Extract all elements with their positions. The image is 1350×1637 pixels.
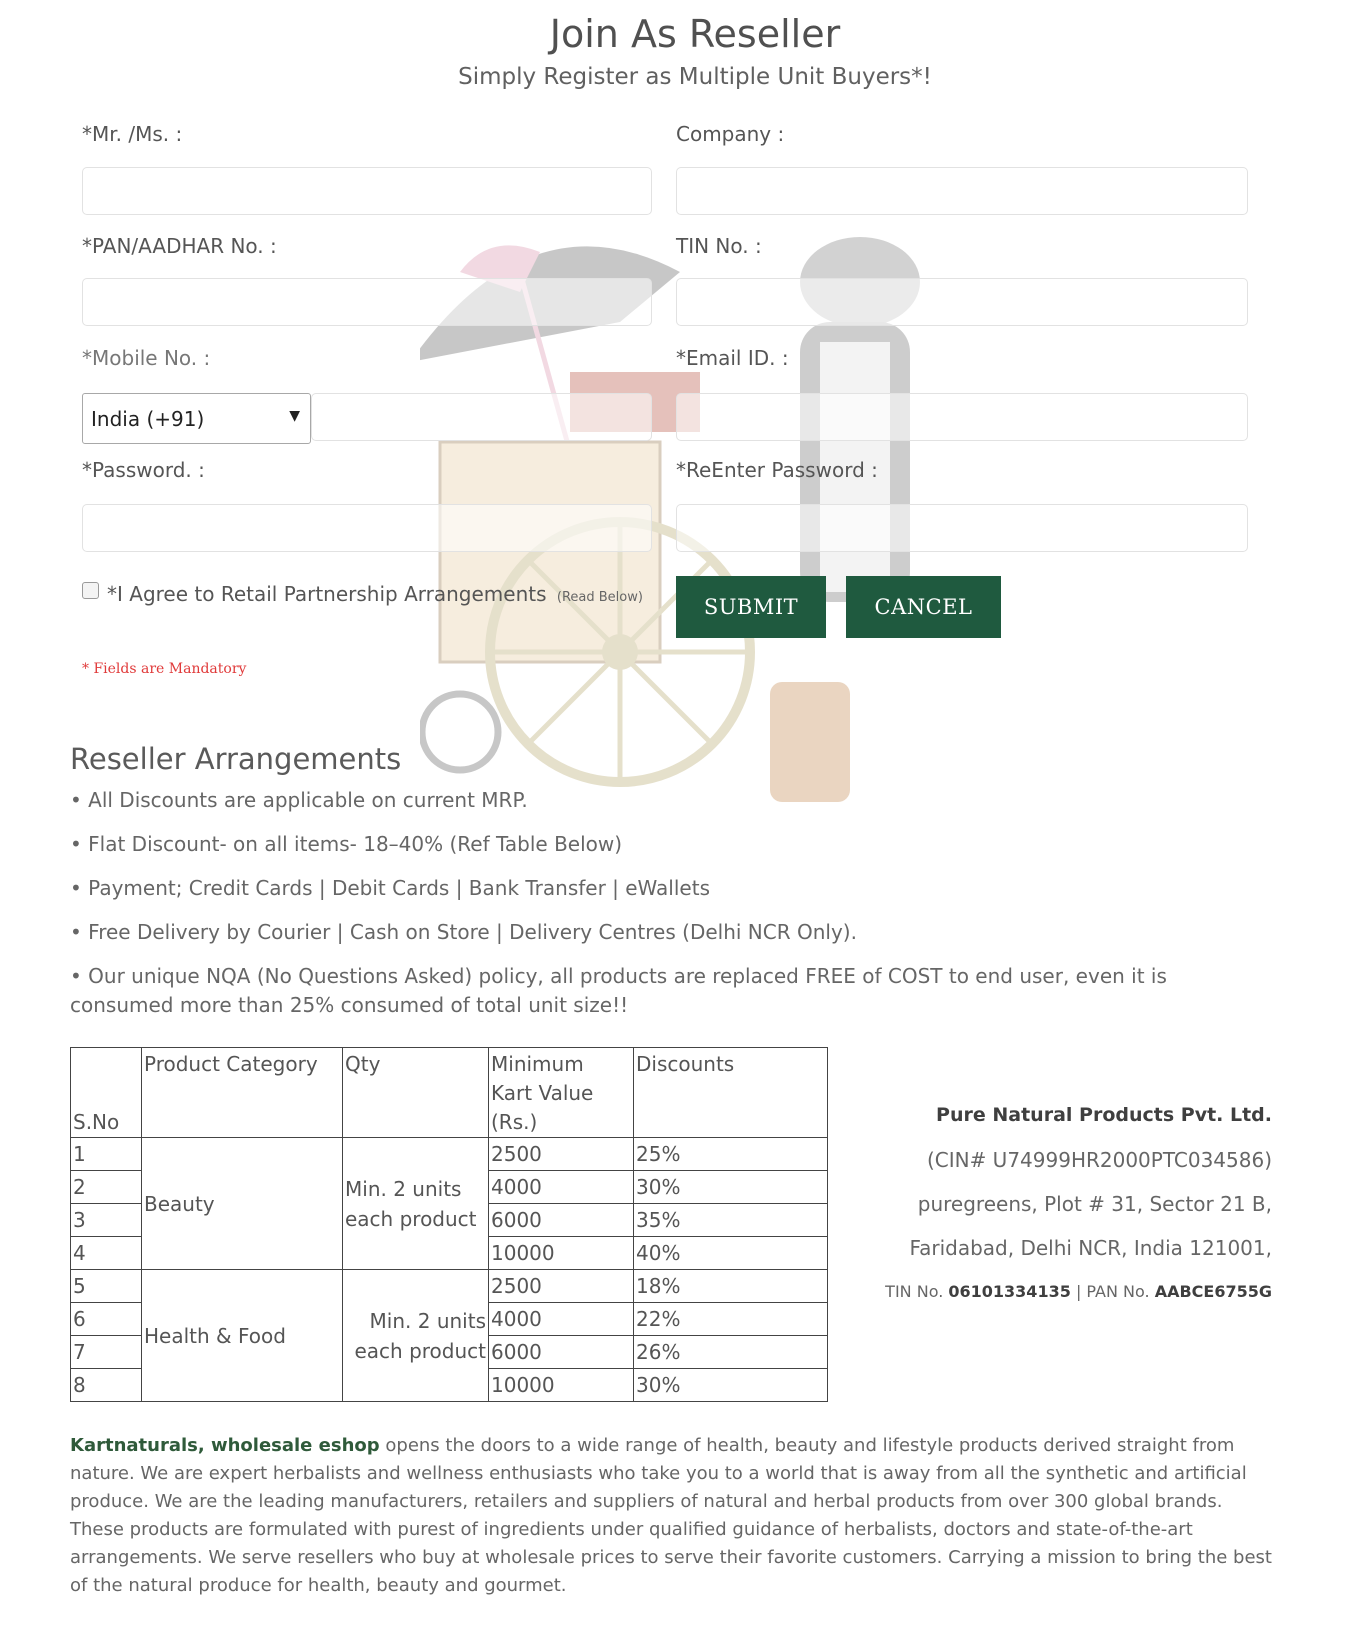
reenter-password-input[interactable] (676, 504, 1248, 552)
tax-separator: | (1075, 1282, 1082, 1301)
row-sno: 4 (71, 1237, 142, 1270)
col-header-discounts: Discounts (634, 1048, 828, 1138)
company-address-line1: puregreens, Plot # 31, Sector 21 B, (917, 1192, 1272, 1216)
name-label: *Mr. /Ms. : (82, 122, 183, 146)
arrangement-bullet: • Free Delivery by Courier | Cash on Store | Delivery Centres (Delhi NCR Only). (70, 920, 857, 944)
row-discount: 18% (634, 1270, 828, 1303)
row-sno: 3 (71, 1204, 142, 1237)
tin-label-text: TIN No. (885, 1282, 944, 1301)
password-label: *Password. : (82, 458, 205, 482)
row-discount: 25% (634, 1138, 828, 1171)
tin-label: TIN No. : (676, 234, 762, 258)
row-min-value: 6000 (489, 1204, 634, 1237)
row-sno: 5 (71, 1270, 142, 1303)
table-row (71, 1270, 828, 1303)
about-paragraph (70, 1432, 1280, 1600)
arrangement-bullet: • Our unique NQA (No Questions Asked) policy, all products are replaced FREE of COST to end user, even it is consumed more than 25% consumed of total unit size!! (70, 964, 1167, 1017)
chevron-down-icon: ▼ (289, 408, 300, 424)
page-title: Join As Reseller (549, 12, 841, 56)
country-code-select[interactable] (82, 393, 311, 444)
cancel-button[interactable]: CANCEL (846, 576, 1001, 638)
pan-label: *PAN/AADHAR No. : (82, 234, 277, 258)
row-sno: 2 (71, 1171, 142, 1204)
col-header-qty: Qty (343, 1048, 489, 1138)
name-input[interactable] (82, 167, 652, 215)
discount-table (70, 1047, 828, 1402)
col-header-category: Product Category (142, 1048, 343, 1138)
company-cin: (CIN# U74999HR2000PTC034586) (926, 1148, 1272, 1172)
row-sno: 6 (71, 1303, 142, 1336)
col-header-min-value: Minimum Kart Value (Rs.) (489, 1048, 634, 1138)
row-qty: Min. 2 units each product (343, 1270, 489, 1402)
pan-input[interactable] (82, 278, 652, 326)
agree-read-below-note: (Read Below) (556, 590, 643, 605)
reenter-password-label: *ReEnter Password : (676, 458, 878, 482)
row-min-value: 2500 (489, 1270, 634, 1303)
mobile-input[interactable] (311, 393, 652, 441)
row-min-value: 10000 (489, 1237, 634, 1270)
company-label: Company : (676, 122, 785, 146)
arrangement-bullet: • All Discounts are applicable on current MRP. (70, 788, 528, 812)
row-min-value: 2500 (489, 1138, 634, 1171)
row-sno: 8 (71, 1369, 142, 1402)
arrangement-bullet: • Flat Discount- on all items- 18–40% (Ref Table Below) (70, 832, 623, 856)
row-sno: 1 (71, 1138, 142, 1171)
pan-label-text: PAN No. (1086, 1282, 1150, 1301)
col-header-sno: S.No (71, 1048, 142, 1138)
company-tax-ids (885, 1282, 1272, 1301)
agree-label (107, 582, 643, 606)
row-min-value: 4000 (489, 1171, 634, 1204)
submit-button[interactable]: SUBMIT (676, 576, 826, 638)
email-input[interactable] (676, 393, 1248, 441)
about-text: opens the doors to a wide range of health, beauty and lifestyle products derived straight from nature. We are expert herbalists and wellness enthusiasts who take you to a world that is away from all the synthetic and artificial produce. We are the leading manufacturers, retailers and suppliers of natural and herbal products from over 300 global brands. These products are formulated with purest of ingredients under qualified guidance of herbalists, doctors and state-of-the-art arrangements. We serve resellers who buy at wholesale prices to serve their favorite customers. Carrying a mission to bring the best of the natural produce for health, beauty and gourmet. (70, 1435, 1272, 1596)
about-brand: Kartnaturals, wholesale eshop (70, 1435, 380, 1456)
mandatory-note: * Fields are Mandatory (82, 661, 247, 677)
row-discount: 30% (634, 1171, 828, 1204)
row-category: Beauty (142, 1138, 343, 1270)
password-input[interactable] (82, 504, 652, 552)
row-min-value: 10000 (489, 1369, 634, 1402)
company-address-line2: Faridabad, Delhi NCR, India 121001, (909, 1236, 1272, 1260)
row-discount: 30% (634, 1369, 828, 1402)
row-discount: 22% (634, 1303, 828, 1336)
arrangements-heading: Reseller Arrangements (70, 742, 402, 776)
row-qty: Min. 2 units each product (343, 1138, 489, 1270)
mobile-label: *Mobile No. : (82, 346, 211, 370)
row-discount: 40% (634, 1237, 828, 1270)
country-code-value: India (+91) (91, 406, 205, 431)
arrangement-bullet: • Payment; Credit Cards | Debit Cards | Bank Transfer | eWallets (70, 876, 710, 900)
row-category: Health & Food (142, 1270, 343, 1402)
email-label: *Email ID. : (676, 346, 789, 370)
page-subtitle: Simply Register as Multiple Unit Buyers*! (458, 64, 932, 90)
tin-value: 06101334135 (948, 1282, 1071, 1301)
agree-checkbox[interactable] (82, 582, 99, 599)
agree-text: *I Agree to Retail Partnership Arrangements (107, 582, 547, 606)
table-row (71, 1138, 828, 1171)
row-min-value: 4000 (489, 1303, 634, 1336)
table-header-row (71, 1048, 828, 1138)
pan-value: AABCE6755G (1154, 1282, 1272, 1301)
row-discount: 26% (634, 1336, 828, 1369)
company-input[interactable] (676, 167, 1248, 215)
row-min-value: 6000 (489, 1336, 634, 1369)
row-sno: 7 (71, 1336, 142, 1369)
company-name: Pure Natural Products Pvt. Ltd. (936, 1104, 1272, 1126)
row-discount: 35% (634, 1204, 828, 1237)
tin-input[interactable] (676, 278, 1248, 326)
